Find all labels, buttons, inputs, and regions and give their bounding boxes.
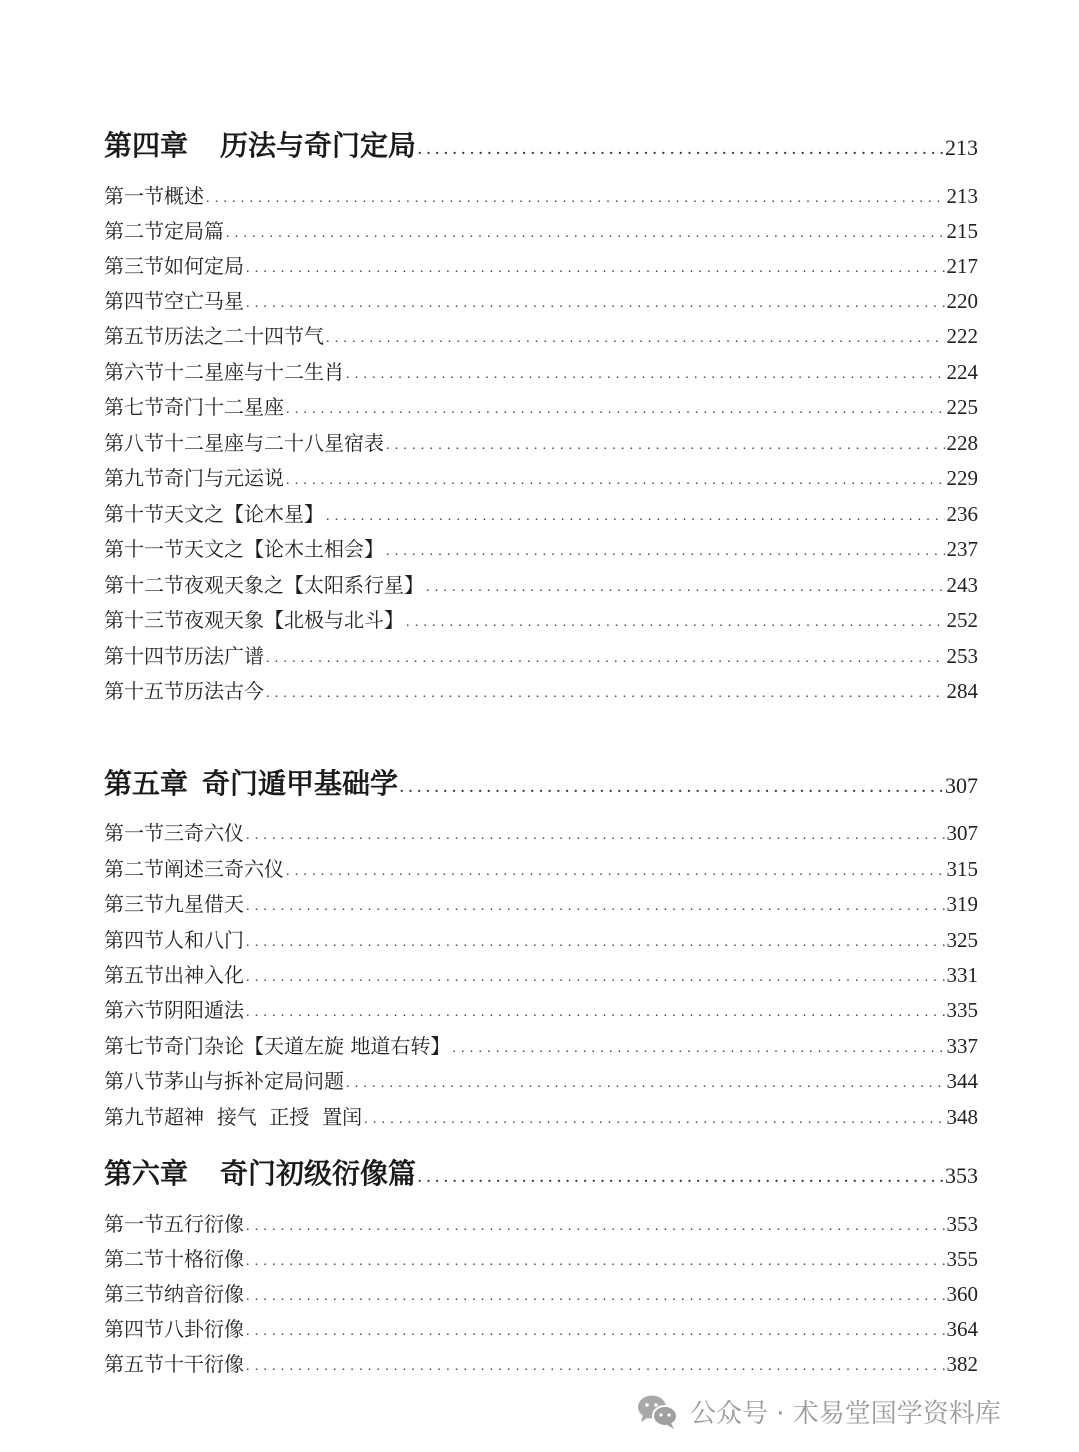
chapter-title: 奇门初级衍像篇 xyxy=(220,1157,417,1190)
section-label: 第十五节 xyxy=(104,679,184,703)
section-title: 夜观天象【北极与北斗】 xyxy=(184,608,404,632)
section-title: 人和八门 xyxy=(164,928,244,952)
section-label: 第十节 xyxy=(104,502,164,526)
section-label: 第六节 xyxy=(104,360,164,384)
page-number: 252 xyxy=(946,608,978,632)
toc-entry xyxy=(104,462,978,490)
dot-leader xyxy=(426,580,945,596)
toc-entry xyxy=(104,1348,978,1376)
toc-entry xyxy=(104,959,978,987)
section-title: 十格衍像 xyxy=(164,1247,244,1271)
page-number: 353 xyxy=(945,1163,978,1188)
section-label: 第三节 xyxy=(104,1282,164,1306)
toc-entry xyxy=(104,888,978,916)
dot-leader xyxy=(286,864,945,880)
chapter-heading xyxy=(104,124,978,160)
section-title: 夜观天象之【太阳系行星】 xyxy=(184,573,424,597)
section-label: 第三节 xyxy=(104,254,164,278)
dot-leader xyxy=(452,1041,944,1057)
section-title: 如何定局 xyxy=(164,254,244,278)
section-title: 超神 接气 正授 置闰 xyxy=(164,1105,363,1129)
toc-entry xyxy=(104,285,978,313)
watermark xyxy=(636,1393,1001,1430)
dot-leader xyxy=(400,781,943,797)
page-number: 325 xyxy=(946,928,978,952)
toc-entry xyxy=(104,853,978,881)
dot-leader xyxy=(266,651,945,667)
page-number: 220 xyxy=(946,289,978,313)
dot-leader xyxy=(246,1324,945,1340)
page-number: 344 xyxy=(946,1069,978,1093)
section-label: 第三节 xyxy=(104,892,164,916)
dot-leader xyxy=(246,1359,945,1375)
section-title: 出神入化 xyxy=(164,963,244,987)
page-number: 217 xyxy=(946,254,978,278)
chapter-label: 第四章 xyxy=(104,129,189,162)
dot-leader xyxy=(246,970,945,986)
dot-leader xyxy=(246,828,945,844)
chapter-label: 第六章 xyxy=(104,1157,189,1190)
toc-entry xyxy=(104,533,978,561)
toc-entry xyxy=(104,215,978,243)
page-number: 224 xyxy=(946,360,978,384)
section-title: 三奇六仪 xyxy=(164,821,244,845)
wechat-icon xyxy=(636,1394,680,1430)
page-number: 213 xyxy=(945,135,978,160)
page-number: 284 xyxy=(946,679,978,703)
dot-leader xyxy=(246,935,945,951)
page-number: 243 xyxy=(946,573,978,597)
section-label: 第八节 xyxy=(104,431,164,455)
page-number: 364 xyxy=(946,1317,978,1341)
dot-leader xyxy=(206,191,945,207)
section-label: 第五节 xyxy=(104,1352,164,1376)
toc-entry xyxy=(104,1030,978,1058)
section-title: 空亡马星 xyxy=(164,289,244,313)
toc-entry xyxy=(104,569,978,597)
section-title: 十二星座与二十八星宿表 xyxy=(164,431,384,455)
section-title: 历法古今 xyxy=(184,679,264,703)
page-number: 236 xyxy=(946,502,978,526)
toc-entry xyxy=(104,1243,978,1271)
section-title: 茅山与拆补定局问题 xyxy=(164,1069,344,1093)
toc-entry xyxy=(104,924,978,952)
page-number: 337 xyxy=(946,1034,978,1058)
page-number: 355 xyxy=(946,1247,978,1271)
dot-leader xyxy=(346,367,945,383)
toc-entry xyxy=(104,640,978,668)
section-title: 纳音衍像 xyxy=(164,1282,244,1306)
page-number: 213 xyxy=(946,184,978,208)
page-number: 253 xyxy=(946,644,978,668)
dot-leader xyxy=(286,402,945,418)
chapter-label: 第五章 xyxy=(104,767,189,800)
page-number: 353 xyxy=(946,1212,978,1236)
watermark-text: 公众号 · 术易堂国学资料库 xyxy=(690,1399,1001,1429)
dot-leader xyxy=(418,1171,943,1187)
toc-entry xyxy=(104,1208,978,1236)
dot-leader xyxy=(286,473,945,489)
section-title: 概述 xyxy=(164,184,204,208)
section-label: 第六节 xyxy=(104,998,164,1022)
dot-leader xyxy=(246,261,945,277)
section-title: 定局篇 xyxy=(164,219,224,243)
toc-entry xyxy=(104,250,978,278)
page-number: 382 xyxy=(946,1352,978,1376)
toc-entry xyxy=(104,498,978,526)
dot-leader xyxy=(406,615,945,631)
chapter-title: 历法与奇门定局 xyxy=(220,129,417,162)
section-title: 奇门与元运说 xyxy=(164,466,284,490)
page-number: 319 xyxy=(946,892,978,916)
section-title: 阐述三奇六仪 xyxy=(164,857,284,881)
section-label: 第八节 xyxy=(104,1069,164,1093)
section-title: 历法广谱 xyxy=(184,644,264,668)
chapter-title: 奇门遁甲基础学 xyxy=(202,767,399,800)
toc-entry xyxy=(104,994,978,1022)
section-title: 天文之【论木土相会】 xyxy=(184,537,384,561)
section-label: 第二节 xyxy=(104,1247,164,1271)
page-number: 215 xyxy=(946,219,978,243)
section-label: 第二节 xyxy=(104,857,164,881)
dot-leader xyxy=(246,296,945,312)
page-number: 228 xyxy=(946,431,978,455)
dot-leader xyxy=(326,331,945,347)
section-label: 第五节 xyxy=(104,324,164,348)
section-title: 天文之【论木星】 xyxy=(164,502,324,526)
dot-leader xyxy=(246,1005,945,1021)
toc-entry xyxy=(104,1101,978,1129)
section-label: 第十四节 xyxy=(104,644,184,668)
section-label: 第七节 xyxy=(104,1034,164,1058)
section-title: 阴阳遁法 xyxy=(164,998,244,1022)
dot-leader xyxy=(226,226,945,242)
dot-leader xyxy=(246,899,945,915)
dot-leader xyxy=(246,1219,945,1235)
section-title: 历法之二十四节气 xyxy=(164,324,324,348)
section-label: 第二节 xyxy=(104,219,164,243)
section-label: 第四节 xyxy=(104,1317,164,1341)
section-title: 九星借天 xyxy=(164,892,244,916)
toc-entry xyxy=(104,180,978,208)
page-number: 331 xyxy=(946,963,978,987)
toc-entry xyxy=(104,427,978,455)
section-label: 第一节 xyxy=(104,1212,164,1236)
toc-entry xyxy=(104,391,978,419)
page-number: 225 xyxy=(946,395,978,419)
section-label: 第十二节 xyxy=(104,573,184,597)
page-number: 237 xyxy=(946,537,978,561)
toc-entry xyxy=(104,320,978,348)
page-number: 229 xyxy=(946,466,978,490)
dot-leader xyxy=(326,509,945,525)
section-title: 五行衍像 xyxy=(164,1212,244,1236)
section-label: 第四节 xyxy=(104,289,164,313)
toc-entry xyxy=(104,1065,978,1093)
section-title: 奇门杂论【天道左旋 地道右转】 xyxy=(164,1034,451,1058)
toc-entry xyxy=(104,1313,978,1341)
dot-leader xyxy=(246,1254,945,1270)
toc-entry xyxy=(104,1278,978,1306)
dot-leader xyxy=(246,1289,945,1305)
dot-leader xyxy=(386,544,945,560)
section-label: 第一节 xyxy=(104,184,164,208)
page-number: 307 xyxy=(946,821,978,845)
page-number: 222 xyxy=(946,324,978,348)
page-number: 348 xyxy=(946,1105,978,1129)
toc-entry xyxy=(104,356,978,384)
page-number: 315 xyxy=(946,857,978,881)
chapter-heading xyxy=(104,1152,978,1188)
section-title: 十二星座与十二生肖 xyxy=(164,360,344,384)
chapter-heading xyxy=(104,762,978,798)
section-title: 奇门十二星座 xyxy=(164,395,284,419)
section-label: 第一节 xyxy=(104,821,164,845)
toc-entry xyxy=(104,675,978,703)
dot-leader xyxy=(346,1076,945,1092)
section-label: 第七节 xyxy=(104,395,164,419)
section-label: 第五节 xyxy=(104,963,164,987)
toc-entry xyxy=(104,817,978,845)
dot-leader xyxy=(266,686,945,702)
page-number: 307 xyxy=(945,773,978,798)
dot-leader xyxy=(364,1112,944,1128)
section-label: 第九节 xyxy=(104,1105,164,1129)
page-number: 360 xyxy=(946,1282,978,1306)
section-label: 第四节 xyxy=(104,928,164,952)
page-number: 335 xyxy=(946,998,978,1022)
section-title: 十干衍像 xyxy=(164,1352,244,1376)
section-label: 第十三节 xyxy=(104,608,184,632)
section-label: 第十一节 xyxy=(104,537,184,561)
section-title: 八卦衍像 xyxy=(164,1317,244,1341)
dot-leader xyxy=(386,438,945,454)
toc-entry xyxy=(104,604,978,632)
section-label: 第九节 xyxy=(104,466,164,490)
dot-leader xyxy=(418,143,943,159)
